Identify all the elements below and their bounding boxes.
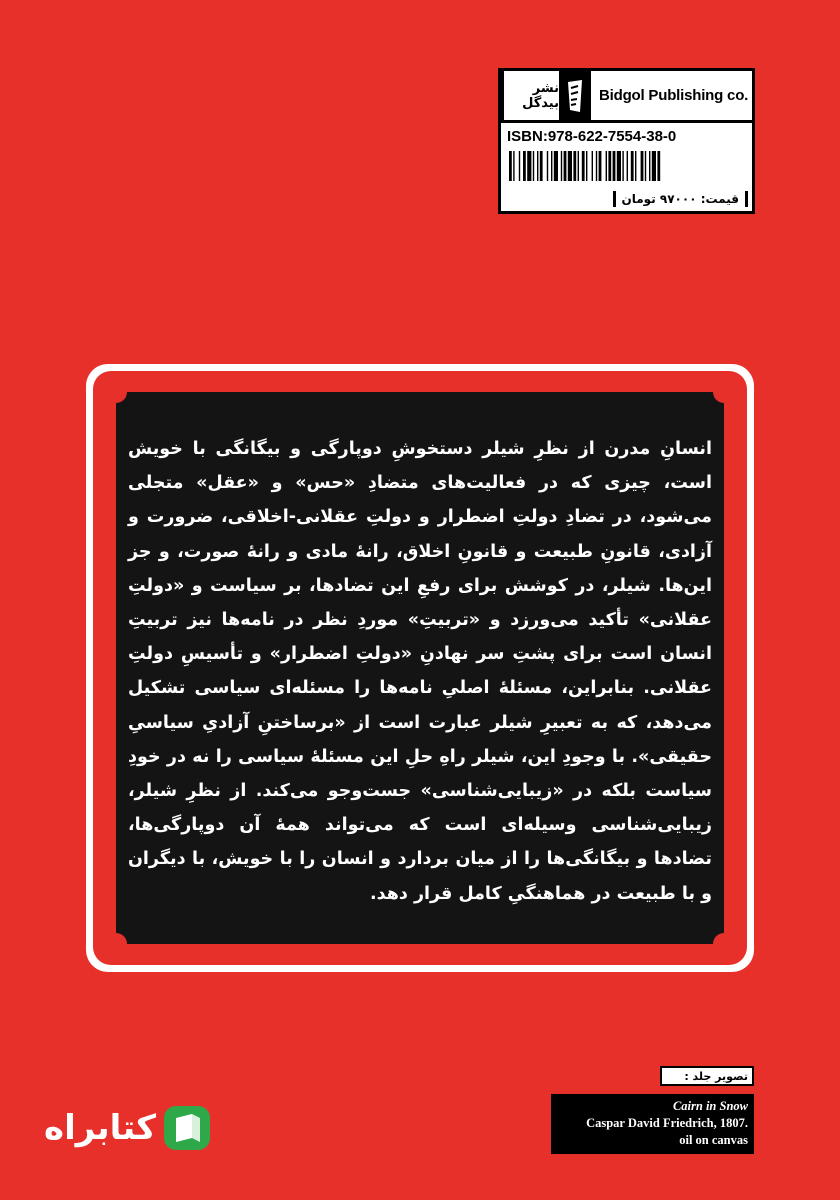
barcode-bar xyxy=(564,151,567,181)
ketabrah-book-icon xyxy=(162,1102,214,1154)
publisher-name-fa: نشر بیدگل xyxy=(501,71,559,120)
barcode-bar xyxy=(649,151,650,181)
barcode-bar xyxy=(561,151,562,181)
price-divider xyxy=(745,191,748,207)
barcode-bar xyxy=(635,151,636,181)
price-divider xyxy=(613,191,616,207)
barcode-bar xyxy=(599,151,602,181)
ketabrah-name: کتابراه xyxy=(44,1108,157,1148)
barcode-bar xyxy=(645,151,646,181)
barcode-bar xyxy=(519,151,520,181)
panel-corner xyxy=(105,381,127,403)
isbn-text: ISBN:978-622-7554-38-0 xyxy=(507,127,677,145)
cover-credit-label: تصویر جلد : xyxy=(660,1066,754,1086)
cover-credit-box xyxy=(551,1094,754,1154)
barcode-bar xyxy=(652,151,656,181)
barcode-bar xyxy=(582,151,585,181)
publisher-name-en: Bidgol Publishing co. xyxy=(599,87,749,104)
barcode-bar xyxy=(608,151,611,181)
barcode-bar xyxy=(617,151,621,181)
barcode-bar xyxy=(513,151,514,181)
price-text: قیمت: ۹۷۰۰۰ تومان xyxy=(621,192,739,206)
barcode-bar xyxy=(554,151,558,181)
ketabrah-logo xyxy=(44,1100,224,1156)
barcode-bar xyxy=(631,151,634,181)
barcode-bar xyxy=(641,151,644,181)
panel-corner xyxy=(713,933,735,955)
barcode-bar xyxy=(540,151,543,181)
barcode-bar xyxy=(627,151,628,181)
barcode-bar xyxy=(578,151,579,181)
artwork-medium: oil on canvas xyxy=(679,1133,748,1147)
blurb-paragraph: انسانِ مدرن از نظرِ شیلر دستخوشِ دوپارگی و بیگانگی با خویش است، چیزی که در فعالیت‌های متضادِ «حس» و «عقل» متجلی می‌شود، در تضادِ دولتِ اضطرار و دولتِ عقلانی-اخلاقی، ضرورت و آزادی، قانونِ طبیعت و قانونِ اخلاق، رانهٔ مادی و رانهٔ صورت، و جز این‌ها. شیلر، در کوشش برای رفعِ این تضادها، بر سیاست و «دولتِ عقلانی» تأکید می‌ورزد و «تربیتِ» موردِ نظر در نامه‌ها نیز تربیتِ انسان است برای پشتِ سر نهادنِ «دولتِ اضطرار» و تأسیسِ دولتِ عقلانی. بنابراین، مسئلهٔ اصلیِ نامه‌ها را مسئله‌ای سیاسی تشکیل می‌دهد، که به تعبیرِ شیلر عبارت است از «برساختنِ آزادیِ سیاسیِ حقیقی». با وجودِ این، شیلر راهِ حلِ این مسئلهٔ سیاسی را نه در خودِ سیاست بلکه در «زیبایی‌شناسی» جست‌وجو می‌کند. از نظرِ شیلر، زیبایی‌شناسی وسیله‌ای است که می‌تواند همهٔ آن دوپارگی‌ها، تضادها و بیگانگی‌ها را از میان بردارد و انسان را با خویش، با دیگران و با طبیعت در هماهنگیِ کامل قرار دهد. xyxy=(128,439,712,904)
barcode-bar xyxy=(568,151,572,181)
barcode-bar xyxy=(509,151,512,181)
price-row xyxy=(613,189,749,209)
publisher-logo-icon xyxy=(559,71,591,120)
barcode-bar xyxy=(523,151,526,181)
artwork-title: Cairn in Snow xyxy=(672,1099,748,1113)
barcode-bar xyxy=(592,151,593,181)
barcode-bar xyxy=(527,151,531,181)
barcode-bar xyxy=(533,151,534,181)
barcode-bar xyxy=(586,151,587,181)
barcode-bar xyxy=(657,151,660,181)
barcode-bar xyxy=(622,151,623,181)
artwork-artist: Caspar David Friedrich, 1807. xyxy=(586,1116,748,1130)
panel-corner xyxy=(713,381,735,403)
barcode-bar xyxy=(613,151,616,181)
barcode-bar xyxy=(537,151,538,181)
panel-corner xyxy=(105,933,127,955)
barcode-bar xyxy=(551,151,552,181)
publisher-row xyxy=(501,71,752,123)
barcode-bar xyxy=(573,151,576,181)
barcode-bar xyxy=(547,151,548,181)
publisher-barcode-block xyxy=(498,68,755,214)
barcode-bar xyxy=(596,151,597,181)
barcode-bar xyxy=(606,151,607,181)
barcode xyxy=(509,151,749,181)
